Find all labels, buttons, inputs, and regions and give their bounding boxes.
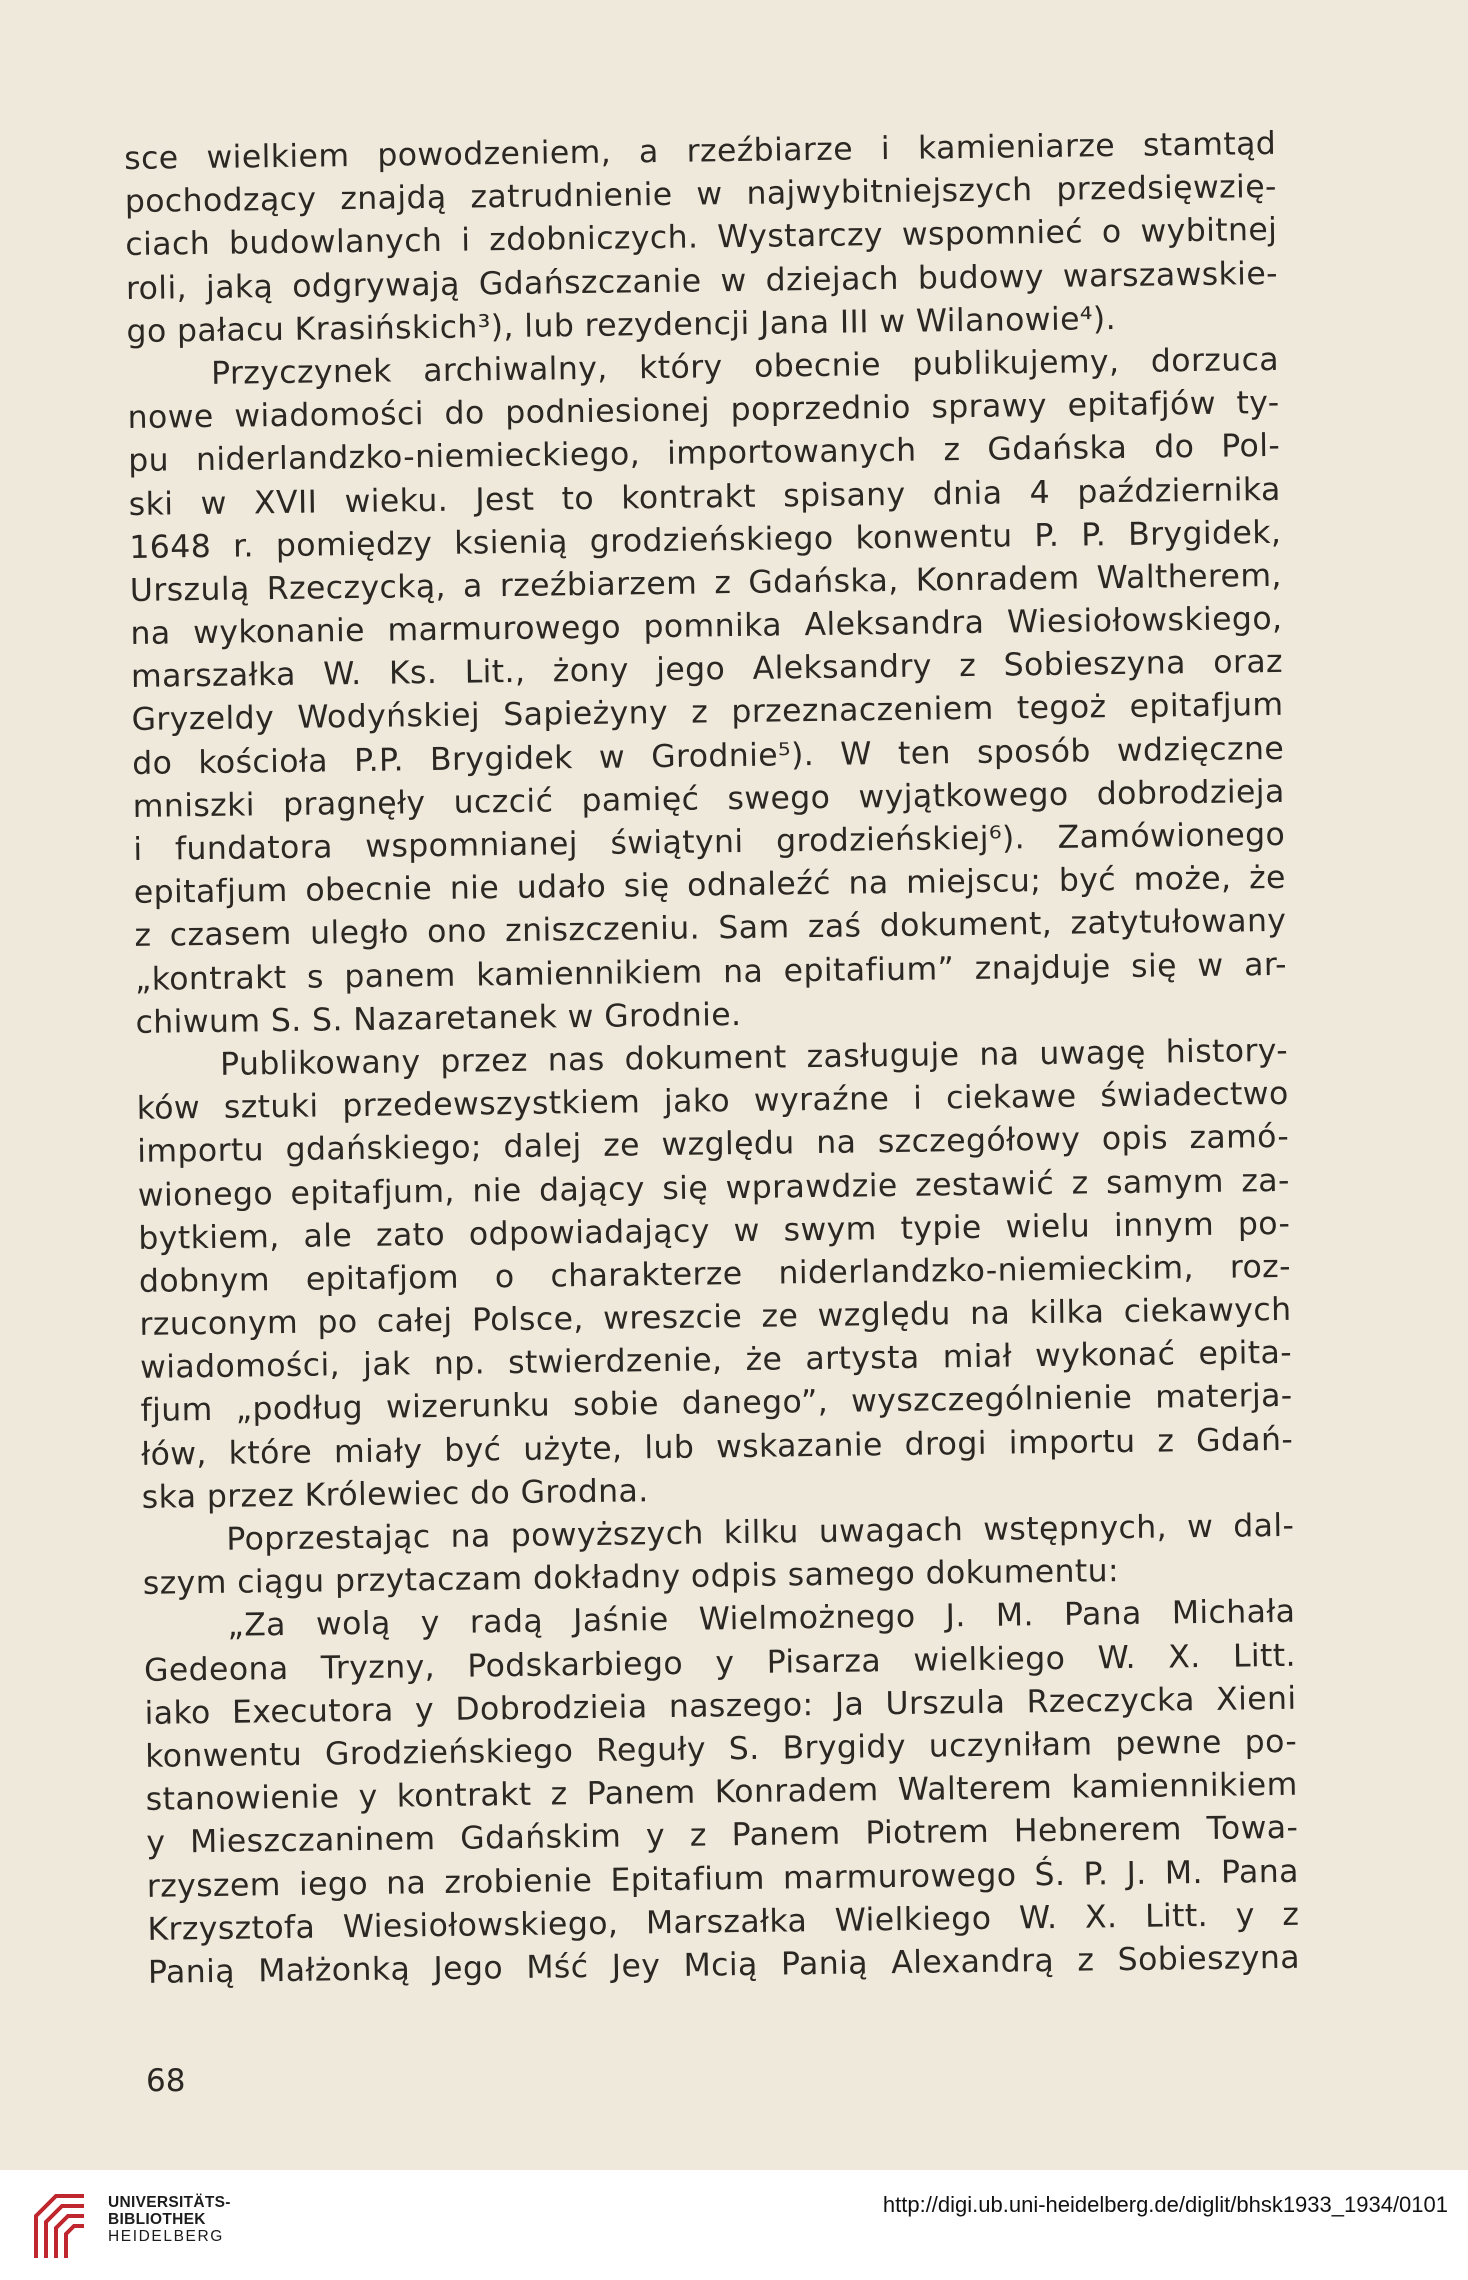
text-line: importu gdańskiego; dalej ze względu na szczegółowy opis zamó- [137, 1119, 1290, 1171]
text-line: Gryzeldy Wodyńskiej Sapieżyny z przeznaczeniem tegoż epitafjum [131, 687, 1284, 739]
library-name-line2: BIBLIOTHEK [108, 2211, 206, 2228]
text-line: łów, które miały być użyte, lub wskazanie drogi importu z Gdań- [140, 1421, 1294, 1473]
body-text [124, 123, 1300, 1995]
ub-heidelberg-logo-icon[interactable] [30, 2182, 92, 2262]
text-line: rzuconym po całej Polsce, wreszcie ze względu na kilka ciekawych [139, 1291, 1292, 1343]
paragraph-start-line: Przyczynek archiwalny, który obecnie publikujemy, dorzuca [210, 341, 1280, 392]
text-line: pu niderlandzko-niemieckiego, importowanych z Gdańska do Pol- [127, 428, 1281, 480]
text-line: na wykonanie marmurowego pomnika Aleksandra Wiesiołowskiego, [130, 600, 1283, 653]
quote-start-line: „Za wolą y radą Jaśnie Wielmożnego J. M. Pana Michała [227, 1594, 1296, 1645]
library-name-line1: UNIVERSITÄTS- [108, 2194, 231, 2211]
text-line: Urszulą Rzeczycką, a rzeźbiarzem z Gdańska, Konradem Waltherem, [129, 557, 1283, 609]
library-name [108, 2194, 231, 2245]
text-line: z czasem uległo ono zniszczeniu. Sam zaś dokument, zatytułowany [134, 903, 1287, 955]
text-line: wionego epitafjum, nie dający się wprawdzie zestawić z samym za- [137, 1162, 1290, 1214]
text-line: ciach budowlanych i zdobniczych. Wystarczy wspomnieć o wybitnej [125, 212, 1278, 264]
text-line: ska przez Królewiec do Grodna. [141, 1473, 649, 1516]
text-line: 1648 r. pomiędzy ksienią grodzieńskiego konwentu P. P. Brygidek, [129, 514, 1282, 566]
text-line: nowe wiadomości do podniesionej poprzednio sprawy epitafjów ty- [127, 385, 1280, 437]
text-line: sce wielkiem powodzeniem, a rzeźbiarze i kamieniarze stamtąd [124, 125, 1277, 177]
text-line: bytkiem, ale zato odpowiadający w swym typie wielu innym po- [138, 1205, 1291, 1257]
library-name-line3: HEIDELBERG [108, 2228, 224, 2245]
paragraph-start-line: Poprzestając na powyższych kilku uwagach wstępnych, w dal- [226, 1507, 1295, 1558]
text-line: Krzysztofa Wiesiołowskiego, Marszałka Wielkiego W. X. Litt. y z [147, 1896, 1300, 1948]
text-line: marszałka W. Ks. Lit., żony jego Aleksandry z Sobieszyna oraz [130, 644, 1284, 696]
text-line: do kościoła P.P. Brygidek w Grodnie⁵). W ten sposób wdzięczne [131, 730, 1285, 782]
text-line: go pałacu Krasińskich³), lub rezydencji Jana III w Wilanowie⁴). [126, 300, 1117, 350]
text-line: „kontrakt s panem kamiennikiem na epitafium” znajduje się w ar- [134, 946, 1288, 998]
text-line: Panią Małżonką Jego Mść Jey Mcią Panią Alexandrą z Sobieszyna [147, 1939, 1301, 1991]
permalink-url[interactable]: http://digi.ub.uni-heidelberg.de/diglit/bhsk1933_1934/0101 [882, 2192, 1448, 2217]
text-line: mniszki pragnęły uczcić pamięć swego wyjątkowego dobrodzieja [132, 773, 1285, 825]
text-line: Gedeona Tryzny, Podskarbiego y Pisarza wielkiego W. X. Litt. [143, 1637, 1297, 1689]
text-line: fjum „podług wizerunku sobie danego”, wyszczególnienie materja- [140, 1378, 1293, 1430]
text-line: chiwum S. S. Nazaretanek w Grodnie. [135, 996, 742, 1041]
text-line: epitafjum obecnie nie udało się odnaleźć na miejscu; być może, że [133, 860, 1287, 912]
text-line: szym ciągu przytaczam dokładny odpis samego dokumentu: [142, 1553, 1120, 1603]
text-line: rzyszem iego na zrobienie Epitafium marmurowego Ś. P. J. M. Pana [146, 1853, 1300, 1905]
text-line: iako Executora y Dobrodzieia naszego: Ja Urszula Rzeczycka Xieni [144, 1680, 1297, 1732]
text-line: ski w XVII wieku. Jest to kontrakt spisany dnia 4 października [128, 471, 1281, 523]
text-line: konwentu Grodzieńskiego Reguły S. Brygidy uczyniłam pewne po- [144, 1723, 1298, 1775]
text-line: y Mieszczaninem Gdańskim y z Panem Piotrem Hebnerem Towa- [146, 1810, 1299, 1862]
text-line: pochodzący znajdą zatrudnienie w najwybitniejszych przedsięwzię- [124, 169, 1277, 221]
text-line: i fundatora wspomnianej świątyni grodzieńskiej⁶). Zamówionego [133, 816, 1286, 868]
paragraph-start-line: Publikowany przez nas dokument zasługuje na uwagę history- [219, 1032, 1289, 1083]
text-line: ków sztuki przedewszystkiem jako wyraźne i ciekawe świadectwo [136, 1075, 1289, 1128]
text-line: wiadomości, jak np. stwierdzenie, że artysta miał wykonać epita- [139, 1335, 1293, 1387]
text-line: stanowienie y kontrakt z Panem Konradem Walterem kamiennikiem [145, 1766, 1298, 1818]
page-number: 68 [146, 2063, 186, 2099]
text-line: roli, jaką odgrywają Gdańszczanie w dziejach budowy warszawskie- [125, 255, 1279, 307]
text-line: dobnym epitafjom o charakterze niderlandzko-niemieckim, roz- [138, 1248, 1292, 1300]
